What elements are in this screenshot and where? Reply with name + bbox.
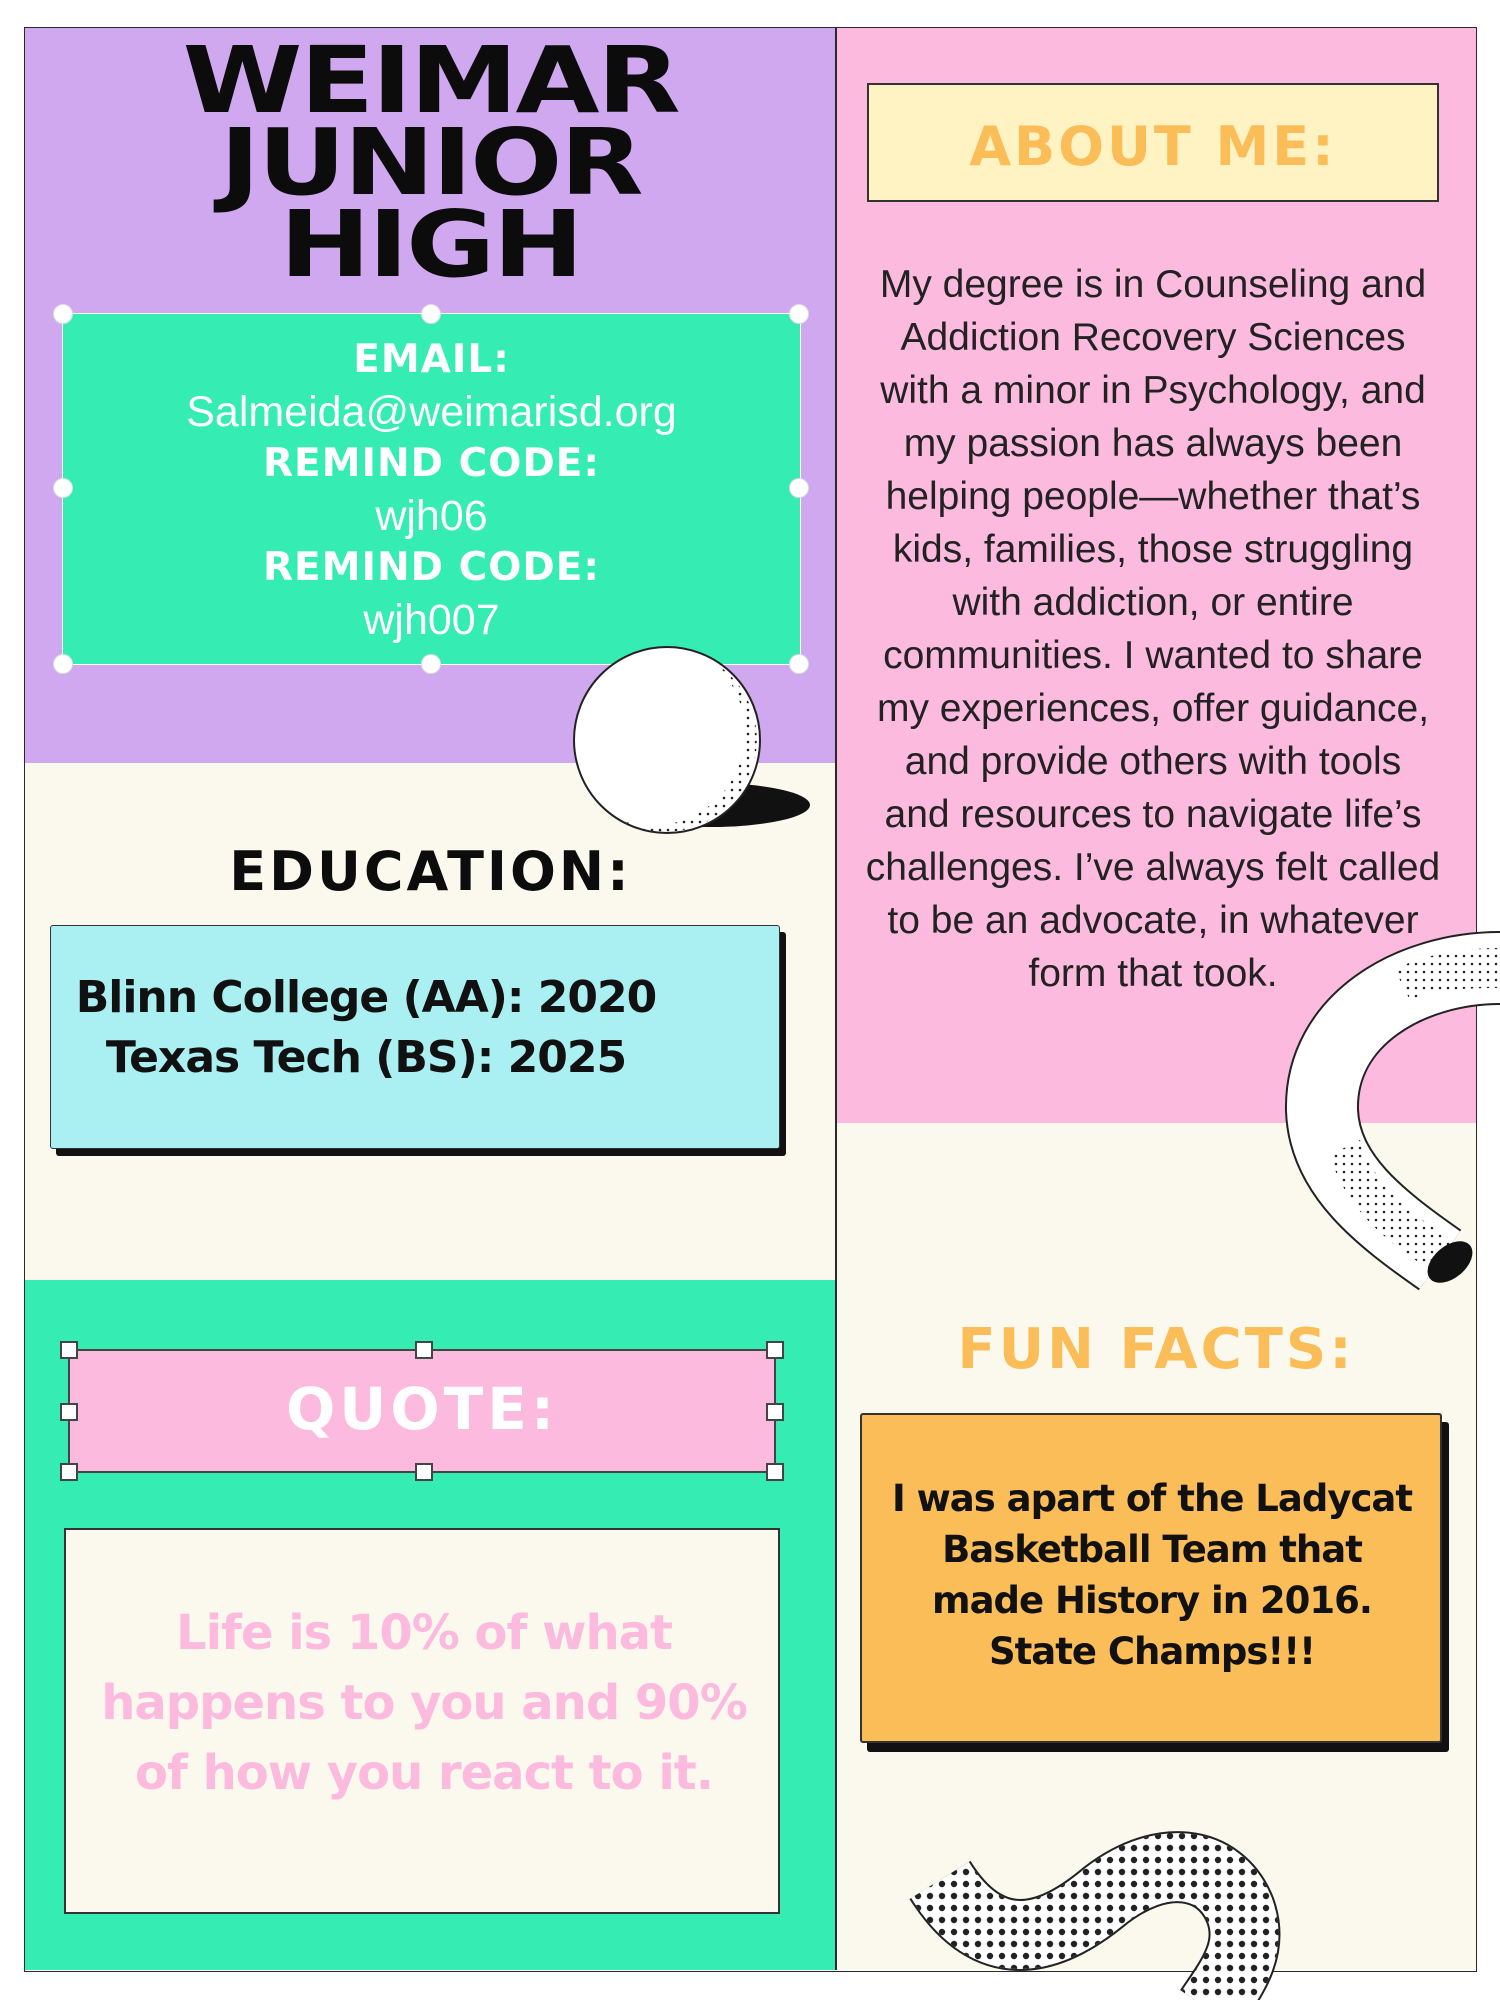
about-line: to be an advocate, in whatever (887, 899, 1419, 942)
about-line: challenges. I’ve always felt called (865, 846, 1441, 889)
remind-code-label-2: REMIND CODE: (263, 545, 600, 590)
remind-code-label: REMIND CODE: (263, 441, 600, 486)
quote-box (64, 1528, 780, 1914)
title-line-2: JUNIOR (219, 109, 642, 216)
resize-handle[interactable] (789, 478, 809, 498)
resize-handle[interactable] (53, 478, 73, 498)
quote-line-1: Life is 10% of what (176, 1605, 672, 1661)
resize-handle[interactable] (789, 304, 809, 324)
resize-handle[interactable] (53, 654, 73, 674)
education-line-1: Blinn College (AA): 2020 (75, 972, 657, 1023)
resize-handle[interactable] (421, 654, 441, 674)
education-line-2: Texas Tech (BS): 2025 (105, 1032, 627, 1083)
about-heading: ABOUT ME: (969, 115, 1337, 178)
about-line: with addiction, or entire (952, 581, 1354, 624)
about-heading-box (867, 83, 1439, 202)
about-line: My degree is in Counseling and (879, 263, 1427, 306)
about-line: and resources to navigate life’s (884, 793, 1422, 836)
about-line: form that took. (1028, 952, 1278, 995)
quote-line-3: of how you react to it. (135, 1745, 713, 1801)
arch-decoration (1300, 960, 1500, 1290)
about-line: Addiction Recovery Sciences (900, 316, 1406, 359)
about-line: helping people—whether that’s (885, 475, 1421, 518)
school-title (25, 27, 836, 298)
resize-handle[interactable] (421, 304, 441, 324)
about-line: communities. I wanted to share (883, 634, 1423, 677)
squiggle-decoration (900, 1830, 1340, 2000)
about-line: my passion has always been (903, 422, 1403, 465)
contact-box[interactable] (62, 313, 801, 665)
about-line: and provide others with tools (904, 740, 1402, 783)
fun-fact-line: I was apart of the Ladycat (891, 1477, 1413, 1520)
title-line-3: HIGH (279, 191, 582, 298)
resize-handle[interactable] (415, 1341, 433, 1359)
title-line-1: WEIMAR (182, 27, 679, 134)
quote-line-2: happens to you and 90% (101, 1675, 747, 1731)
email-value: Salmeida@weimarisd.org (186, 388, 677, 436)
ball-decoration (560, 650, 820, 830)
fun-fact-line: Basketball Team that (942, 1528, 1362, 1571)
resize-handle[interactable] (766, 1463, 784, 1481)
resize-handle[interactable] (53, 304, 73, 324)
fun-fact-line: State Champs!!! (988, 1630, 1316, 1673)
education-heading: EDUCATION: (229, 840, 632, 903)
email-label: EMAIL: (353, 337, 510, 382)
education-box (50, 925, 780, 1149)
about-line: with a minor in Psychology, and (880, 369, 1426, 412)
remind-code-value-2: wjh007 (363, 596, 500, 644)
about-line: my experiences, offer guidance, (876, 687, 1430, 730)
resize-handle[interactable] (60, 1403, 78, 1421)
quote-heading: QUOTE: (285, 1375, 559, 1443)
resize-handle[interactable] (766, 1403, 784, 1421)
fun-facts-box (860, 1413, 1442, 1743)
fun-fact-line: made History in 2016. (932, 1579, 1372, 1622)
remind-code-value: wjh06 (375, 492, 488, 540)
resize-handle[interactable] (766, 1341, 784, 1359)
resize-handle[interactable] (60, 1341, 78, 1359)
resize-handle[interactable] (415, 1463, 433, 1481)
resize-handle[interactable] (60, 1463, 78, 1481)
about-line: kids, families, those struggling (892, 528, 1414, 571)
about-paragraph (848, 258, 1458, 1000)
column-divider (835, 28, 837, 1970)
quote-heading-box[interactable] (68, 1349, 776, 1473)
fun-facts-heading: FUN FACTS: (957, 1317, 1355, 1382)
